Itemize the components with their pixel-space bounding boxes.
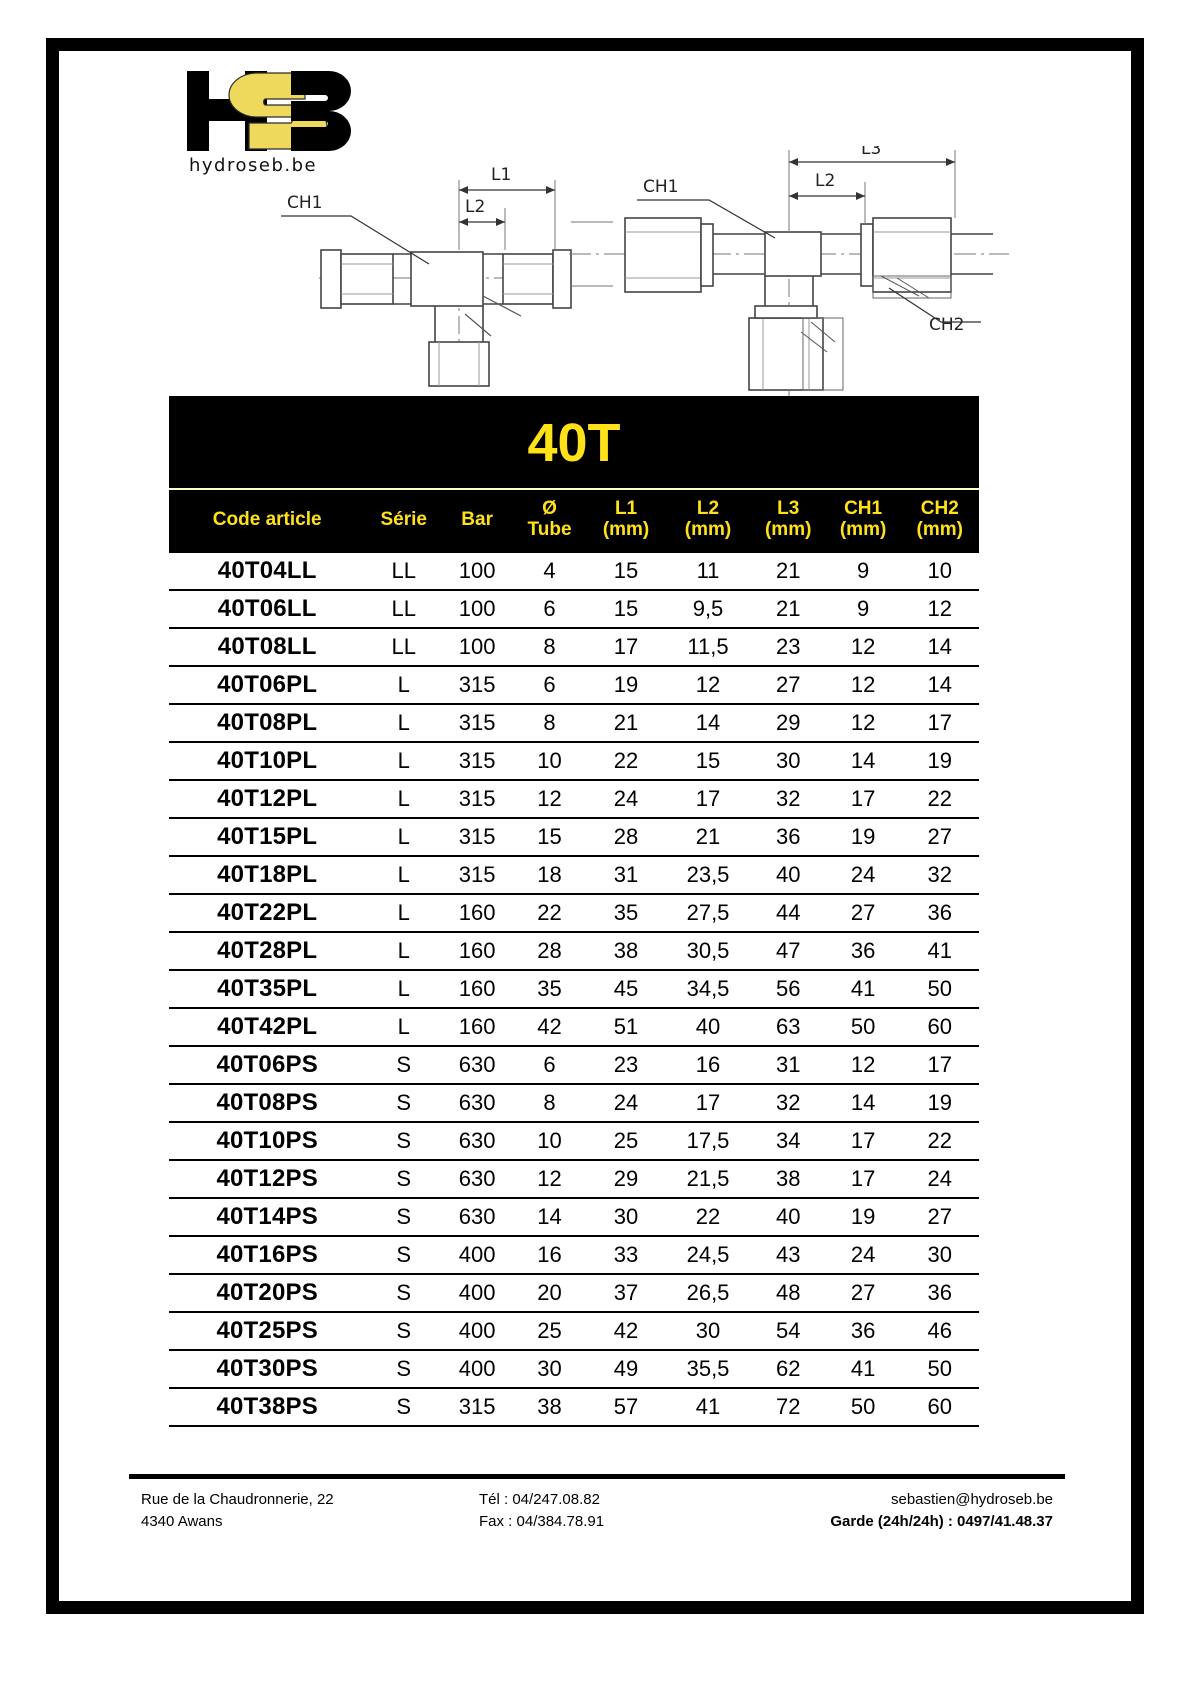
col-header-serie-label: Série (380, 508, 427, 530)
col-header-ch2 (901, 489, 979, 552)
cell-bar: 315 (442, 818, 512, 856)
cell-l1: 15 (587, 590, 665, 628)
table-row (169, 932, 979, 970)
cell-code: 40T06LL (169, 590, 365, 628)
cell-l3: 36 (751, 818, 826, 856)
cell-ch1: 27 (826, 894, 901, 932)
cell-tube: 12 (512, 1160, 587, 1198)
cell-code: 40T12PS (169, 1160, 365, 1198)
cell-l3: 47 (751, 932, 826, 970)
table-row (169, 818, 979, 856)
cell-l2: 41 (665, 1388, 751, 1426)
cell-ch1: 50 (826, 1008, 901, 1046)
cell-serie: L (365, 780, 442, 818)
cell-tube: 10 (512, 1122, 587, 1160)
cell-ch1: 19 (826, 1198, 901, 1236)
table-row (169, 970, 979, 1008)
cell-bar: 315 (442, 742, 512, 780)
table-row (169, 894, 979, 932)
cell-serie: L (365, 818, 442, 856)
cell-l3: 34 (751, 1122, 826, 1160)
footer (129, 1489, 1065, 1555)
cell-tube: 25 (512, 1312, 587, 1350)
cell-ch1: 14 (826, 1084, 901, 1122)
label-l1-left: L1 (491, 165, 512, 185)
cell-serie: LL (365, 590, 442, 628)
table-row (169, 1388, 979, 1426)
cell-l3: 56 (751, 970, 826, 1008)
cell-bar: 160 (442, 894, 512, 932)
cell-tube: 8 (512, 704, 587, 742)
cell-ch1: 17 (826, 780, 901, 818)
cell-l3: 30 (751, 742, 826, 780)
table-title-row (169, 396, 979, 489)
cell-l2: 24,5 (665, 1236, 751, 1274)
col-header-ch2-unit: (mm) (916, 519, 963, 541)
table-row (169, 704, 979, 742)
table-row (169, 780, 979, 818)
col-header-bar (442, 489, 512, 552)
cell-l1: 22 (587, 742, 665, 780)
label-ch1-left: CH1 (287, 193, 323, 213)
table-row (169, 1160, 979, 1198)
cell-l2: 17 (665, 780, 751, 818)
label-ch2-right: CH2 (929, 315, 965, 335)
footer-address-line1: Rue de la Chaudronnerie, 22 (141, 1491, 334, 1508)
col-header-diameter (512, 489, 587, 552)
footer-emergency-number: Garde (24h/24h) : 0497/41.48.37 (830, 1512, 1053, 1530)
cell-serie: S (365, 1388, 442, 1426)
cell-serie: L (365, 704, 442, 742)
cell-ch2: 41 (901, 932, 979, 970)
col-header-diameter-label: Ø (542, 498, 557, 519)
footer-email[interactable]: sebastien@hydroseb.be (891, 1491, 1053, 1508)
cell-code: 40T28PL (169, 932, 365, 970)
cell-tube: 10 (512, 742, 587, 780)
table-row (169, 1084, 979, 1122)
cell-tube: 8 (512, 1084, 587, 1122)
table-row (169, 628, 979, 666)
cell-l3: 23 (751, 628, 826, 666)
cell-serie: L (365, 666, 442, 704)
cell-l2: 22 (665, 1198, 751, 1236)
logo-website-text: hydroseb.be (189, 155, 318, 176)
product-family-title: 40T (169, 396, 979, 489)
cell-tube: 14 (512, 1198, 587, 1236)
table-row (169, 1046, 979, 1084)
cell-serie: L (365, 742, 442, 780)
cell-l1: 35 (587, 894, 665, 932)
cell-l2: 35,5 (665, 1350, 751, 1388)
cell-l2: 40 (665, 1008, 751, 1046)
col-header-ch1 (826, 489, 901, 552)
cell-ch1: 17 (826, 1122, 901, 1160)
cell-ch1: 14 (826, 742, 901, 780)
cell-tube: 8 (512, 628, 587, 666)
col-header-l2-label: L2 (696, 498, 720, 519)
cell-bar: 400 (442, 1312, 512, 1350)
cell-ch1: 36 (826, 1312, 901, 1350)
cell-l2: 12 (665, 666, 751, 704)
cell-ch2: 30 (901, 1236, 979, 1274)
cell-l2: 21 (665, 818, 751, 856)
col-header-l3 (751, 489, 826, 552)
cell-code: 40T18PL (169, 856, 365, 894)
cell-bar: 160 (442, 932, 512, 970)
cell-serie: L (365, 932, 442, 970)
col-header-l3-label: L3 (777, 498, 800, 519)
cell-ch1: 9 (826, 552, 901, 590)
col-header-ch1-unit: (mm) (839, 519, 887, 541)
cell-ch1: 17 (826, 1160, 901, 1198)
cell-tube: 30 (512, 1350, 587, 1388)
table-row (169, 856, 979, 894)
cell-bar: 315 (442, 666, 512, 704)
cell-code: 40T06PS (169, 1046, 365, 1084)
cell-tube: 15 (512, 818, 587, 856)
cell-ch2: 10 (901, 552, 979, 590)
cell-l3: 32 (751, 780, 826, 818)
cell-tube: 12 (512, 780, 587, 818)
col-header-ch1-label: CH1 (844, 498, 883, 519)
cell-code: 40T06PL (169, 666, 365, 704)
cell-serie: S (365, 1312, 442, 1350)
cell-code: 40T22PL (169, 894, 365, 932)
cell-serie: S (365, 1198, 442, 1236)
footer-contact-block (739, 1489, 1053, 1533)
cell-l3: 44 (751, 894, 826, 932)
cell-code: 40T08PS (169, 1084, 365, 1122)
cell-ch2: 19 (901, 1084, 979, 1122)
cell-serie: L (365, 970, 442, 1008)
cell-bar: 315 (442, 704, 512, 742)
cell-l3: 21 (751, 590, 826, 628)
cell-l1: 29 (587, 1160, 665, 1198)
cell-l1: 21 (587, 704, 665, 742)
cell-serie: S (365, 1084, 442, 1122)
cell-l1: 15 (587, 552, 665, 590)
cell-bar: 160 (442, 1008, 512, 1046)
footer-divider (129, 1474, 1065, 1479)
cell-ch2: 19 (901, 742, 979, 780)
cell-l3: 63 (751, 1008, 826, 1046)
cell-code: 40T04LL (169, 552, 365, 590)
cell-l2: 21,5 (665, 1160, 751, 1198)
col-header-l3-unit: (mm) (764, 519, 812, 541)
cell-ch1: 19 (826, 818, 901, 856)
cell-l2: 26,5 (665, 1274, 751, 1312)
label-l2-right: L2 (815, 171, 836, 191)
cell-l3: 27 (751, 666, 826, 704)
col-header-l1-label: L1 (614, 498, 638, 519)
cell-serie: S (365, 1046, 442, 1084)
cell-serie: L (365, 1008, 442, 1046)
cell-l2: 27,5 (665, 894, 751, 932)
cell-tube: 22 (512, 894, 587, 932)
cell-serie: S (365, 1122, 442, 1160)
cell-ch2: 60 (901, 1388, 979, 1426)
cell-ch2: 27 (901, 1198, 979, 1236)
cell-serie: S (365, 1350, 442, 1388)
cell-code: 40T25PS (169, 1312, 365, 1350)
table-row (169, 742, 979, 780)
cell-tube: 35 (512, 970, 587, 1008)
cell-l3: 72 (751, 1388, 826, 1426)
cell-l1: 19 (587, 666, 665, 704)
table-header (169, 489, 979, 552)
cell-ch2: 36 (901, 894, 979, 932)
col-header-bar-label: Bar (461, 508, 493, 530)
cell-l1: 42 (587, 1312, 665, 1350)
cell-ch2: 36 (901, 1274, 979, 1312)
cell-l3: 31 (751, 1046, 826, 1084)
cell-l3: 40 (751, 856, 826, 894)
cell-l2: 30 (665, 1312, 751, 1350)
table-row (169, 1198, 979, 1236)
cell-l1: 33 (587, 1236, 665, 1274)
col-header-l1 (587, 489, 665, 552)
col-header-l2 (665, 489, 751, 552)
cell-tube: 6 (512, 590, 587, 628)
hsb-logo-icon (187, 67, 367, 155)
cell-ch2: 50 (901, 970, 979, 1008)
footer-tel: Tél : 04/247.08.82 (479, 1491, 600, 1508)
table-row (169, 1236, 979, 1274)
cell-bar: 400 (442, 1274, 512, 1312)
hsb-logo-mark (187, 67, 367, 155)
cell-ch2: 17 (901, 1046, 979, 1084)
col-header-l1-unit: (mm) (602, 519, 650, 541)
label-l3-right: L3 (861, 146, 882, 159)
cell-code: 40T38PS (169, 1388, 365, 1426)
cell-serie: S (365, 1160, 442, 1198)
table-row (169, 666, 979, 704)
cell-ch1: 12 (826, 628, 901, 666)
cell-bar: 630 (442, 1046, 512, 1084)
table-row (169, 1350, 979, 1388)
cell-l3: 43 (751, 1236, 826, 1274)
cell-serie: S (365, 1236, 442, 1274)
drawing-left-tee (281, 165, 571, 386)
cell-ch1: 27 (826, 1274, 901, 1312)
drawing-right-tee (569, 146, 1009, 408)
cell-bar: 400 (442, 1236, 512, 1274)
cell-serie: LL (365, 628, 442, 666)
cell-l2: 30,5 (665, 932, 751, 970)
cell-l1: 25 (587, 1122, 665, 1160)
cell-l1: 24 (587, 1084, 665, 1122)
cell-code: 40T08LL (169, 628, 365, 666)
cell-l1: 24 (587, 780, 665, 818)
cell-l2: 14 (665, 704, 751, 742)
cell-l3: 40 (751, 1198, 826, 1236)
footer-address (141, 1489, 334, 1533)
cell-tube: 42 (512, 1008, 587, 1046)
col-header-code-label: Code article (212, 508, 322, 530)
cell-code: 40T16PS (169, 1236, 365, 1274)
cell-ch2: 14 (901, 666, 979, 704)
cell-ch1: 9 (826, 590, 901, 628)
label-ch1-right: CH1 (643, 177, 679, 197)
cell-tube: 16 (512, 1236, 587, 1274)
cell-code: 40T20PS (169, 1274, 365, 1312)
cell-code: 40T35PL (169, 970, 365, 1008)
cell-ch2: 27 (901, 818, 979, 856)
col-header-diameter-unit: Tube (527, 519, 572, 541)
label-l2-left: L2 (465, 197, 486, 217)
cell-bar: 630 (442, 1198, 512, 1236)
cell-l1: 49 (587, 1350, 665, 1388)
cell-bar: 100 (442, 590, 512, 628)
cell-code: 40T30PS (169, 1350, 365, 1388)
cell-ch1: 12 (826, 666, 901, 704)
footer-address-line2: 4340 Awans (141, 1512, 223, 1530)
cell-code: 40T08PL (169, 704, 365, 742)
cell-tube: 4 (512, 552, 587, 590)
cell-bar: 100 (442, 552, 512, 590)
cell-l3: 38 (751, 1160, 826, 1198)
cell-tube: 28 (512, 932, 587, 970)
cell-bar: 630 (442, 1122, 512, 1160)
cell-code: 40T42PL (169, 1008, 365, 1046)
cell-bar: 315 (442, 1388, 512, 1426)
cell-l1: 31 (587, 856, 665, 894)
cell-bar: 630 (442, 1160, 512, 1198)
cell-ch1: 24 (826, 1236, 901, 1274)
cell-ch1: 24 (826, 856, 901, 894)
cell-code: 40T14PS (169, 1198, 365, 1236)
cell-ch1: 12 (826, 704, 901, 742)
cell-tube: 6 (512, 666, 587, 704)
cell-l1: 45 (587, 970, 665, 1008)
col-header-l2-unit: (mm) (684, 519, 732, 541)
cell-serie: L (365, 856, 442, 894)
footer-phone-block (479, 1489, 604, 1533)
cell-ch1: 36 (826, 932, 901, 970)
cell-ch2: 17 (901, 704, 979, 742)
cell-l3: 54 (751, 1312, 826, 1350)
cell-ch2: 14 (901, 628, 979, 666)
col-header-code (169, 489, 365, 552)
cell-ch2: 32 (901, 856, 979, 894)
cell-l3: 62 (751, 1350, 826, 1388)
table-row (169, 1008, 979, 1046)
cell-ch2: 12 (901, 590, 979, 628)
cell-code: 40T10PL (169, 742, 365, 780)
cell-ch2: 22 (901, 780, 979, 818)
cell-tube: 6 (512, 1046, 587, 1084)
cell-tube: 38 (512, 1388, 587, 1426)
page-border (46, 38, 1144, 1614)
cell-ch1: 50 (826, 1388, 901, 1426)
spec-table-wrapper (169, 396, 979, 1427)
col-header-ch2-label: CH2 (920, 498, 959, 519)
cell-code: 40T15PL (169, 818, 365, 856)
table-row (169, 1122, 979, 1160)
cell-l3: 21 (751, 552, 826, 590)
table-row (169, 1312, 979, 1350)
cell-tube: 18 (512, 856, 587, 894)
cell-ch1: 12 (826, 1046, 901, 1084)
cell-ch2: 22 (901, 1122, 979, 1160)
cell-ch1: 41 (826, 1350, 901, 1388)
cell-bar: 160 (442, 970, 512, 1008)
cell-ch1: 41 (826, 970, 901, 1008)
cell-l2: 23,5 (665, 856, 751, 894)
cell-l2: 11,5 (665, 628, 751, 666)
cell-l2: 17,5 (665, 1122, 751, 1160)
cell-l3: 32 (751, 1084, 826, 1122)
cell-tube: 20 (512, 1274, 587, 1312)
cell-l3: 29 (751, 704, 826, 742)
cell-l1: 30 (587, 1198, 665, 1236)
col-header-serie (365, 489, 442, 552)
cell-l1: 17 (587, 628, 665, 666)
cell-code: 40T12PL (169, 780, 365, 818)
table-row (169, 552, 979, 590)
cell-ch2: 60 (901, 1008, 979, 1046)
cell-ch2: 24 (901, 1160, 979, 1198)
cell-bar: 400 (442, 1350, 512, 1388)
cell-l1: 51 (587, 1008, 665, 1046)
cell-ch2: 50 (901, 1350, 979, 1388)
cell-serie: L (365, 894, 442, 932)
cell-l3: 48 (751, 1274, 826, 1312)
table-row (169, 590, 979, 628)
cell-bar: 315 (442, 780, 512, 818)
cell-l1: 38 (587, 932, 665, 970)
table-body (169, 552, 979, 1426)
cell-l1: 37 (587, 1274, 665, 1312)
footer-fax: Fax : 04/384.78.91 (479, 1512, 605, 1530)
cell-bar: 630 (442, 1084, 512, 1122)
cell-l2: 15 (665, 742, 751, 780)
table-header-row (169, 489, 979, 552)
cell-l2: 34,5 (665, 970, 751, 1008)
cell-l1: 23 (587, 1046, 665, 1084)
cell-serie: S (365, 1274, 442, 1312)
cell-serie: LL (365, 552, 442, 590)
cell-l1: 28 (587, 818, 665, 856)
cell-ch2: 46 (901, 1312, 979, 1350)
cell-l2: 9,5 (665, 590, 751, 628)
cell-l2: 11 (665, 552, 751, 590)
cell-l2: 16 (665, 1046, 751, 1084)
cell-bar: 315 (442, 856, 512, 894)
spec-table (169, 396, 979, 1427)
table-row (169, 1274, 979, 1312)
cell-bar: 100 (442, 628, 512, 666)
cell-l1: 57 (587, 1388, 665, 1426)
cell-code: 40T10PS (169, 1122, 365, 1160)
cell-l2: 17 (665, 1084, 751, 1122)
